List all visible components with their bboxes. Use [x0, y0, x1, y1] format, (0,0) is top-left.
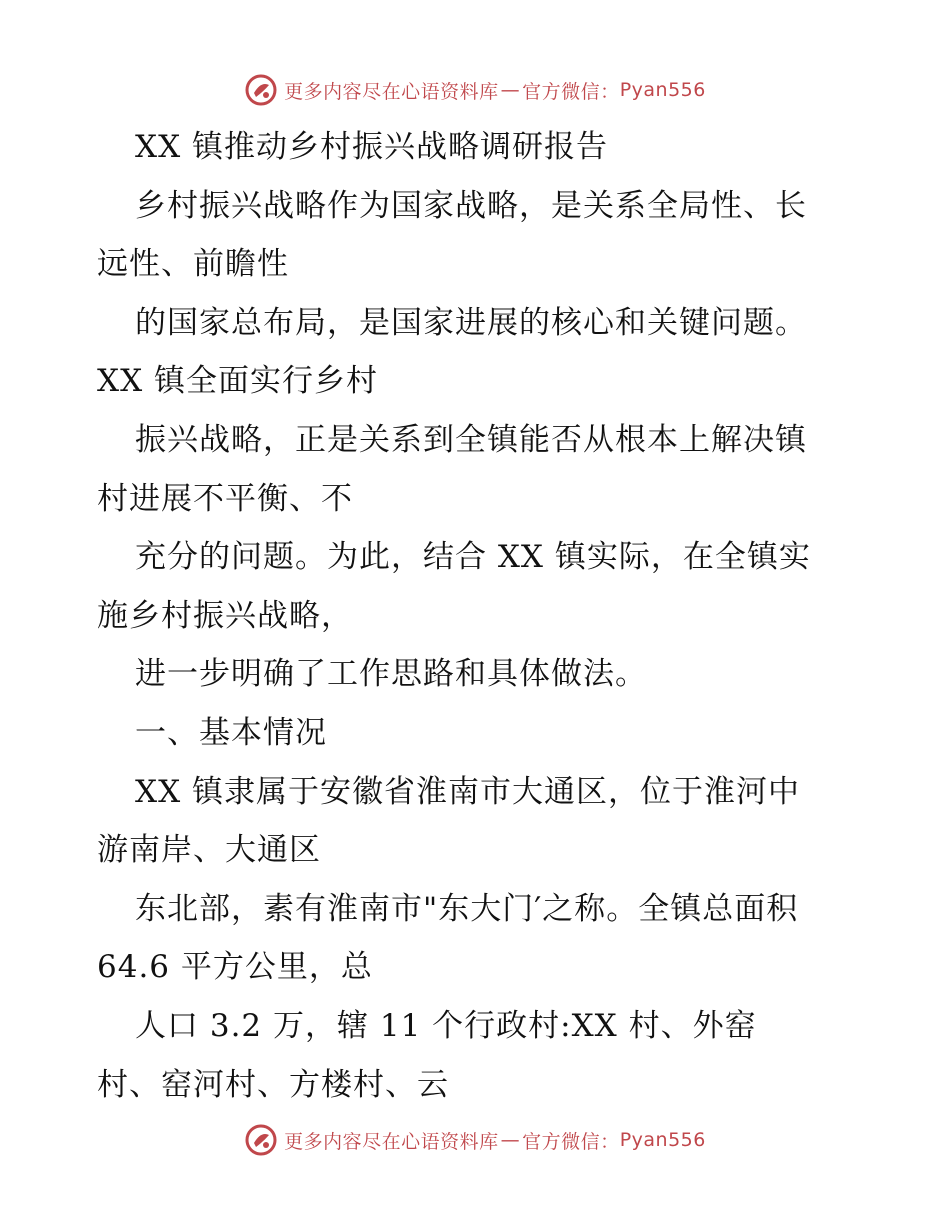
watermark-account: Pyan556	[619, 1129, 706, 1151]
watermark-suffix: 官方微信：	[522, 1130, 620, 1153]
text-line: 充分的问题。为此，结合 XX 镇实际，在全镇实	[135, 539, 811, 576]
text-line: 乡村振兴战略作为国家战略，是关系全局性、长	[135, 187, 807, 224]
document-body	[97, 118, 857, 1114]
text-line: 村进展不平衡、不	[97, 480, 353, 517]
watermark-text: 更多内容尽在心语资料库	[284, 1130, 499, 1153]
text-line: 游南岸、大通区	[97, 832, 321, 869]
text-line: 振兴战略，正是关系到全镇能否从根本上解决镇	[135, 421, 807, 458]
text-line: 人口 3.2 万，辖 11 个行政村:XX 村、外窑	[135, 1007, 757, 1044]
watermark-separator: —	[500, 79, 521, 101]
section-heading: 一、基本情况	[135, 714, 327, 751]
red-circle-logo-icon	[244, 1123, 278, 1157]
text-line: 东北部，素有淮南市"东大门′之称。全镇总面积	[135, 890, 799, 927]
text-line: 进一步明确了工作思路和具体做法。	[135, 656, 647, 693]
document-title: XX 镇推动乡村振兴战略调研报告	[135, 129, 608, 165]
text-line: XX 镇全面实行乡村	[97, 363, 378, 400]
watermark-header	[0, 70, 950, 110]
text-line: 施乡村振兴战略，	[97, 597, 353, 634]
watermark-suffix: 官方微信：	[522, 80, 620, 103]
text-line: 64.6 平方公里，总	[97, 949, 373, 986]
text-line: XX 镇隶属于安徽省淮南市大通区，位于淮河中	[135, 773, 800, 810]
watermark-separator: —	[500, 1129, 521, 1151]
watermark-text: 更多内容尽在心语资料库	[284, 80, 499, 103]
text-line: 村、窑河村、方楼村、云	[97, 1066, 449, 1103]
text-line: 的国家总布局，是国家进展的核心和关键问题。	[135, 304, 807, 341]
watermark-footer	[0, 1120, 950, 1160]
watermark-account: Pyan556	[619, 79, 706, 101]
red-circle-logo-icon	[244, 73, 278, 107]
text-line: 远性、前瞻性	[97, 246, 289, 283]
